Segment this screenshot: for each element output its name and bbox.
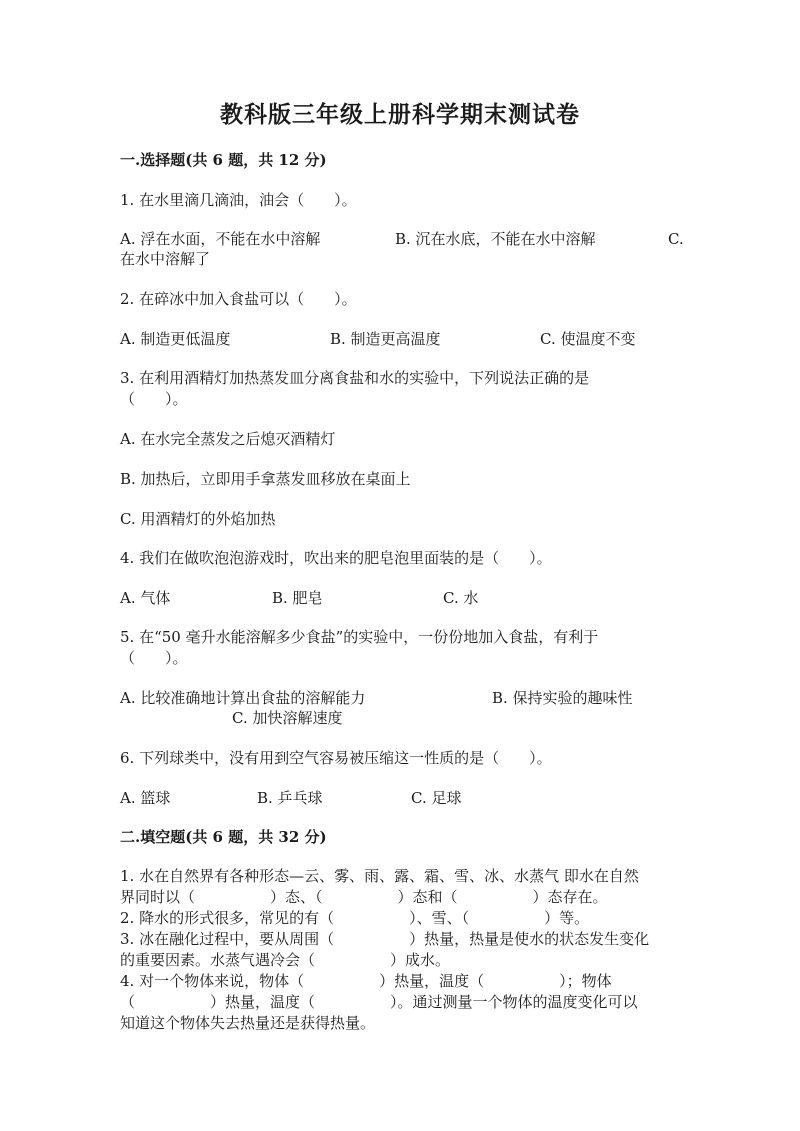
question-1-option-b: B. 沉在水底，不能在水中溶解: [395, 230, 596, 248]
question-6-option-b: B. 乒乓球: [257, 789, 323, 807]
section-heading-choice: 一.选择题(共 6 题，共 12 分): [120, 151, 327, 169]
question-5-option-b: B. 保持实验的趣味性: [492, 689, 633, 707]
question-5-option-c: C. 加快溶解速度: [232, 709, 343, 727]
question-5-option-a: A. 比较准确地计算出食盐的溶解能力: [120, 689, 366, 707]
question-1-option-c: C.: [668, 230, 684, 248]
fill-blank-line-2: 界同时以（ ）态、（ ）态和（ ）态存在。: [120, 888, 608, 906]
question-5-stem-line-1: 5. 在“50 毫升水能溶解多少食盐”的实验中，一份份地加入食盐，有利于: [120, 628, 599, 646]
fill-blank-line-3: 2. 降水的形式很多，常见的有（ ）、雪、（ ）等。: [120, 909, 590, 927]
fill-blank-line-6: 4. 对一个物体来说，物体（ ）热量，温度（ ）；物体: [120, 972, 612, 990]
fill-blank-line-5: 的重要因素。水蒸气遇冷会（ ）成水。: [120, 951, 451, 969]
fill-blank-line-8: 知道这个物体失去热量还是获得热量。: [120, 1014, 376, 1032]
question-1-stem: 1. 在水里滴几滴油，油会（ ）。: [120, 191, 357, 209]
fill-blank-line-7: （ ）热量，温度（ ）。通过测量一个物体的温度变化可以: [120, 993, 638, 1011]
question-1-option-a: A. 浮在水面，不能在水中溶解: [120, 230, 321, 248]
question-1-option-c-continued: 在水中溶解了: [120, 250, 211, 268]
question-6-stem: 6. 下列球类中，没有用到空气容易被压缩这一性质的是（ ）。: [120, 749, 552, 767]
question-4-stem: 4. 我们在做吹泡泡游戏时，吹出来的肥皂泡里面装的是（ ）。: [120, 549, 552, 567]
question-4-option-a: A. 气体: [120, 589, 171, 607]
question-2-option-a: A. 制造更低温度: [120, 330, 231, 348]
section-heading-fill-blank: 二.填空题(共 6 题，共 32 分): [120, 828, 327, 846]
question-2-stem: 2. 在碎冰中加入食盐可以（ ）。: [120, 290, 357, 308]
question-2-option-b: B. 制造更高温度: [330, 330, 441, 348]
question-4-option-b: B. 肥皂: [272, 589, 323, 607]
question-3-stem-line-1: 3. 在利用酒精灯加热蒸发皿分离食盐和水的实验中，下列说法正确的是: [120, 369, 590, 387]
question-6-option-c: C. 足球: [411, 789, 462, 807]
fill-blank-line-4: 3. 冰在融化过程中，要从周围（ ）热量，热量是使水的状态发生变化: [120, 930, 650, 948]
question-3-option-b: B. 加热后，立即用手拿蒸发皿移放在桌面上: [120, 470, 411, 488]
question-6-option-a: A. 篮球: [120, 789, 171, 807]
question-3-stem-line-2: （ ）。: [120, 390, 188, 408]
page-title: 教科版三年级上册科学期末测试卷: [220, 101, 580, 128]
question-3-option-c: C. 用酒精灯的外焰加热: [120, 510, 276, 528]
question-5-stem-line-2: （ ）。: [120, 649, 188, 667]
question-3-option-a: A. 在水完全蒸发之后熄灭酒精灯: [120, 430, 336, 448]
fill-blank-line-1: 1. 水在自然界有各种形态—云、雾、雨、露、霜、雪、冰、水蒸气 即水在自然: [120, 867, 639, 885]
question-4-option-c: C. 水: [443, 589, 479, 607]
question-2-option-c: C. 使温度不变: [540, 330, 636, 348]
